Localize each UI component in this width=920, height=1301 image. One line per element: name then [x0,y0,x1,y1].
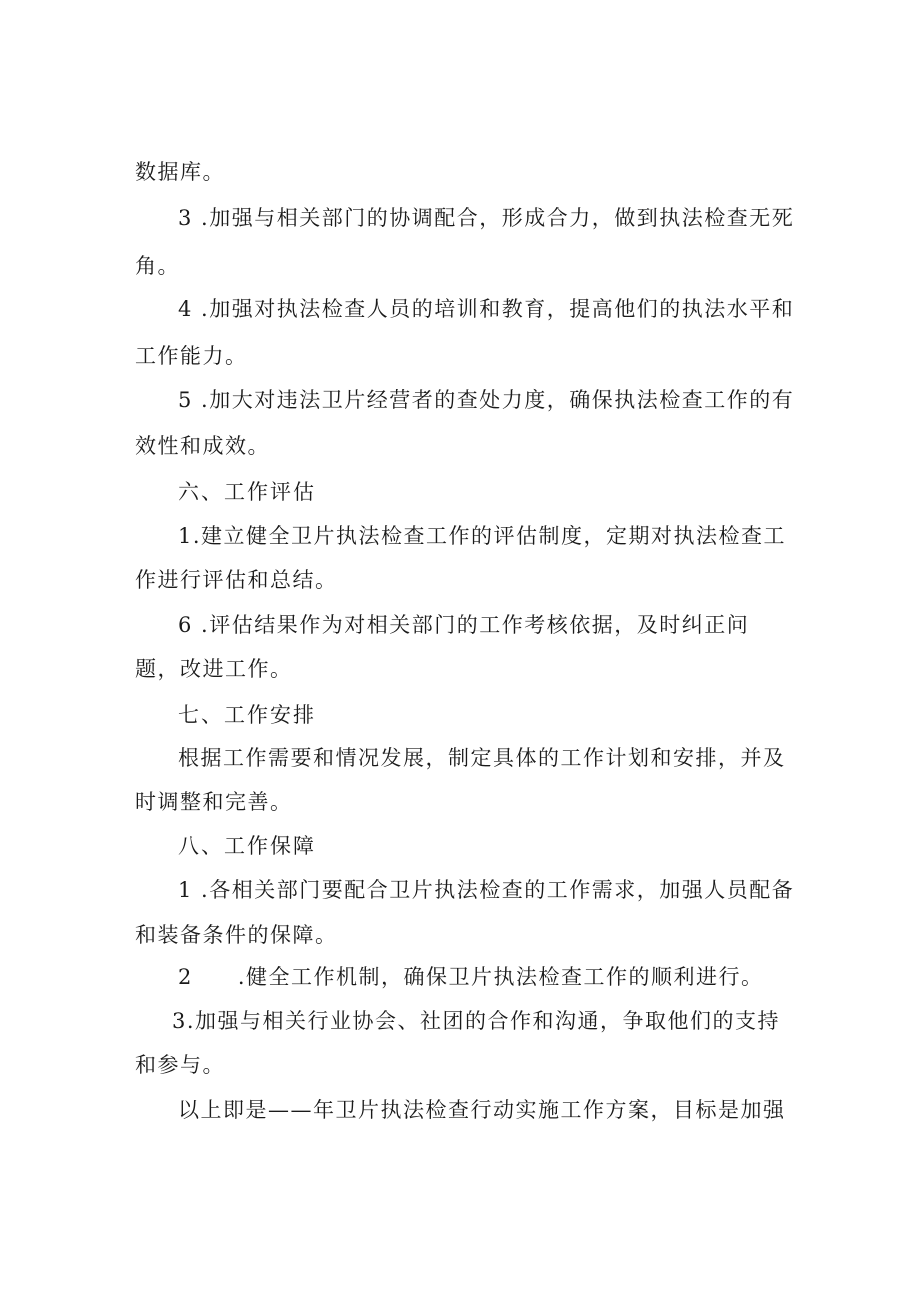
paragraph-line: 5 .加大对违法卫片经营者的查处力度，确保执法检查工作的有 [178,388,795,412]
paragraph-line: 3 .加强与相关部门的协调配合，形成合力，做到执法检查无死 [178,206,795,230]
paragraph-line: 2 .健全工作机制，确保卫片执法检查工作的顺利进行。 [178,965,764,989]
paragraph-line: 作进行评估和总结。 [135,568,338,592]
paragraph-line: 4 .加强对执法检查人员的培训和教育，提高他们的执法水平和 [178,297,795,321]
paragraph-line: 数据库。 [135,160,225,184]
section-heading: 八、工作保障 [178,834,316,858]
paragraph-line: 根据工作需要和情况发展，制定具体的工作计划和安排，并及 [178,746,786,770]
section-heading: 六、工作评估 [178,480,316,504]
paragraph-line: 1.建立健全卫片执法检查工作的评估制度，定期对执法检查工 [178,524,787,548]
paragraph-line: 角。 [135,254,180,278]
paragraph-line: 以上即是——年卫片执法检查行动实施工作方案，目标是加强 [178,1098,786,1122]
paragraph-line: 1 .各相关部门要配合卫片执法检查的工作需求，加强人员配备 [178,878,795,902]
paragraph-line: 6 .评估结果作为对相关部门的工作考核依据，及时纠正问 [178,613,750,637]
section-heading: 七、工作安排 [178,703,316,727]
paragraph-line: 工作能力。 [135,344,248,368]
paragraph-line: 和装备条件的保障。 [135,923,338,947]
paragraph-line: 时调整和完善。 [135,790,293,814]
paragraph-line: 题，改进工作。 [135,657,293,681]
paragraph-line: 效性和成效。 [135,434,270,458]
paragraph-line: 和参与。 [135,1053,225,1077]
paragraph-line: 3.加强与相关行业协会、社团的合作和沟通，争取他们的支持 [172,1009,781,1033]
